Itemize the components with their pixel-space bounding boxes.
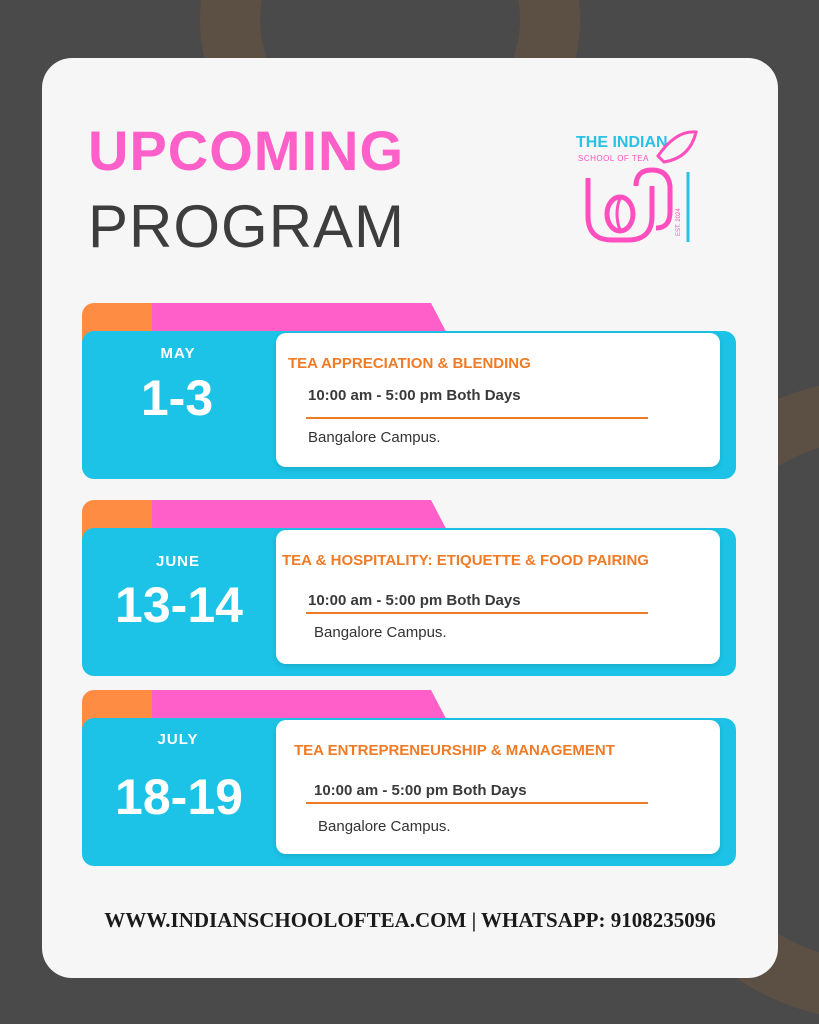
event-location: Bangalore Campus. xyxy=(318,818,451,835)
event-divider xyxy=(306,417,648,419)
event-divider xyxy=(306,612,648,614)
event-location: Bangalore Campus. xyxy=(308,429,441,446)
event-location: Bangalore Campus. xyxy=(314,624,447,641)
event-time: 10:00 am - 5:00 pm Both Days xyxy=(308,592,521,609)
event-time: 10:00 am - 5:00 pm Both Days xyxy=(308,387,521,404)
logo-line1: THE INDIAN xyxy=(576,134,668,151)
event-month: JUNE xyxy=(155,553,200,570)
event-info-box xyxy=(276,720,720,854)
logo-line2: SCHOOL OF TEA xyxy=(578,154,649,163)
event-month: JULY xyxy=(157,731,199,748)
heading-program: PROGRAM xyxy=(88,193,406,260)
event-card-may xyxy=(82,303,736,479)
program-card xyxy=(42,58,778,978)
school-logo xyxy=(572,128,702,258)
event-dates: 13-14 xyxy=(115,577,243,633)
event-card-june xyxy=(82,500,736,676)
heading-upcoming: UPCOMING xyxy=(88,119,404,182)
event-info-box xyxy=(276,333,720,467)
event-info-box xyxy=(276,530,720,664)
event-title: TEA APPRECIATION & BLENDING xyxy=(288,355,531,372)
event-divider xyxy=(306,802,648,804)
event-dates: 18-19 xyxy=(115,769,243,825)
event-card-july xyxy=(82,690,736,866)
event-month: MAY xyxy=(160,345,196,362)
footer-contact: WWW.INDIANSCHOOLOFTEA.COM | WHATSAPP: 9108235096 xyxy=(104,908,716,932)
logo-cup-icon xyxy=(572,128,702,258)
event-title: TEA ENTREPRENEURSHIP & MANAGEMENT xyxy=(294,742,615,759)
logo-est: EST. 2024 xyxy=(676,208,682,236)
event-title: TEA & HOSPITALITY: ETIQUETTE & FOOD PAIRING xyxy=(282,552,649,569)
event-time: 10:00 am - 5:00 pm Both Days xyxy=(314,782,527,799)
event-dates: 1-3 xyxy=(140,370,214,426)
